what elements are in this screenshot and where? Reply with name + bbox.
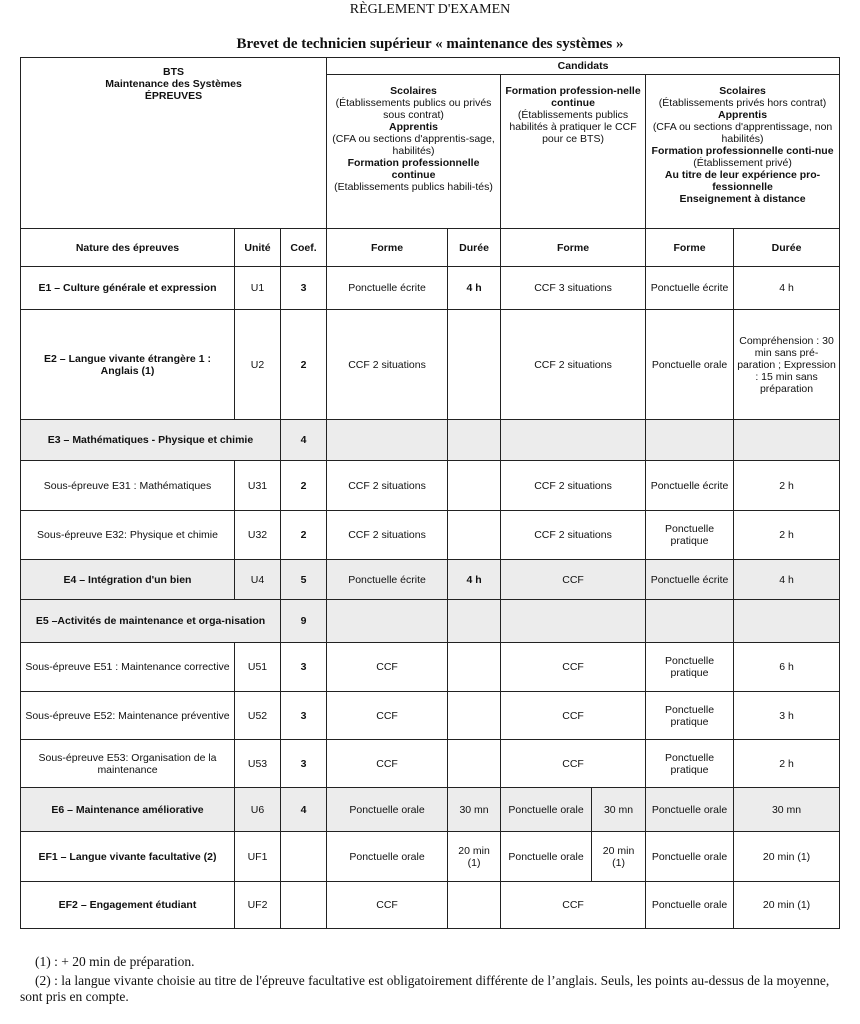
table-cell: 5 — [281, 560, 327, 600]
table-cell: E1 – Culture générale et expression — [21, 267, 235, 310]
col-forme-3: Forme — [646, 229, 734, 267]
header-text-line: Scolaires — [719, 85, 766, 97]
table-cell: Sous-épreuve E53: Organisation de la maintenance — [21, 740, 235, 788]
table-cell: Sous-épreuve E32: Physique et chimie — [21, 511, 235, 560]
candidate-category-1 — [327, 75, 501, 229]
table-row — [21, 267, 840, 310]
table-cell — [448, 692, 501, 740]
table-cell: Ponctuelle écrite — [646, 560, 734, 600]
candidats-header: Candidats — [327, 58, 840, 75]
table-cell: 3 — [281, 267, 327, 310]
table-cell: CCF 2 situations — [501, 511, 646, 560]
table-cell: U1 — [235, 267, 281, 310]
table-row — [21, 643, 840, 692]
table-cell: Sous-épreuve E31 : Mathématiques — [21, 461, 235, 511]
table-cell: U52 — [235, 692, 281, 740]
table-cell: 30 mn — [734, 788, 840, 832]
table-cell: 30 mn — [448, 788, 501, 832]
col-duree-1: Durée — [448, 229, 501, 267]
table-cell: Ponctuelle orale — [646, 788, 734, 832]
table-cell: 20 min (1) — [592, 832, 646, 882]
header-text-line: Apprentis — [718, 109, 768, 121]
table-cell: 2 h — [734, 511, 840, 560]
header-text-line: (CFA ou sections d'apprentis-sage, habilités) — [332, 133, 495, 157]
table-cell: Sous-épreuve E51 : Maintenance corrective — [21, 643, 235, 692]
table-cell: E6 – Maintenance améliorative — [21, 788, 235, 832]
table-cell — [281, 882, 327, 929]
epreuves-label: ÉPREUVES — [144, 90, 203, 102]
table-cell: Ponctuelle orale — [327, 832, 448, 882]
table-cell: CCF 2 situations — [327, 511, 448, 560]
footnote-2: (2) : la langue vivante choisie au titre de l'épreuve facultative est obligatoirement différente de l’anglais. Seuls, les points au-dessus de la moyenne, sont pris en compte. — [20, 973, 830, 1004]
table-cell: 3 — [281, 643, 327, 692]
table-cell: 20 min (1) — [734, 882, 840, 929]
table-row — [21, 788, 840, 832]
table-cell: Ponctuelle pratique — [646, 511, 734, 560]
table-cell — [448, 511, 501, 560]
table-row — [21, 511, 840, 560]
table-cell: EF1 – Langue vivante facultative (2) — [21, 832, 235, 882]
table-cell — [501, 420, 646, 461]
table-cell: E2 – Langue vivante étrangère 1 : Anglais (1) — [21, 310, 235, 420]
table-cell: Ponctuelle pratique — [646, 692, 734, 740]
col-duree-3: Durée — [734, 229, 840, 267]
table-row — [21, 692, 840, 740]
header-text-line: Scolaires — [390, 85, 437, 97]
table-cell — [448, 461, 501, 511]
table-cell: CCF — [501, 560, 646, 600]
table-cell: Ponctuelle pratique — [646, 643, 734, 692]
table-cell: 20 min (1) — [734, 832, 840, 882]
table-cell: 4 h — [448, 267, 501, 310]
table-cell: CCF — [327, 740, 448, 788]
header-text-line: (Etablissements publics habili-tés) — [334, 181, 493, 193]
table-cell: 3 h — [734, 692, 840, 740]
table-cell: Ponctuelle pratique — [646, 740, 734, 788]
table-cell — [327, 420, 448, 461]
table-cell: U51 — [235, 643, 281, 692]
table-cell — [281, 832, 327, 882]
table-cell: UF2 — [235, 882, 281, 929]
table-cell — [646, 600, 734, 643]
candidate-category-3 — [646, 75, 840, 229]
table-cell: 2 h — [734, 461, 840, 511]
table-cell: 30 mn — [592, 788, 646, 832]
table-cell: Ponctuelle écrite — [646, 267, 734, 310]
table-cell: U6 — [235, 788, 281, 832]
table-cell: 4 — [281, 788, 327, 832]
table-cell — [448, 420, 501, 461]
table-cell — [327, 600, 448, 643]
table-cell: Ponctuelle écrite — [646, 461, 734, 511]
table-cell: 2 — [281, 511, 327, 560]
table-cell: Ponctuelle écrite — [327, 560, 448, 600]
specialite-label: Maintenance des Systèmes — [105, 78, 242, 90]
col-unite: Unité — [235, 229, 281, 267]
header-text-line: (Établissement privé) — [693, 157, 792, 169]
table-cell: Ponctuelle orale — [646, 310, 734, 420]
table-cell: U53 — [235, 740, 281, 788]
col-coef: Coef. — [281, 229, 327, 267]
header-text-line: Au titre de leur expérience pro-fessionnelle — [664, 169, 821, 193]
table-cell: CCF — [327, 692, 448, 740]
table-cell: CCF 2 situations — [501, 310, 646, 420]
table-row — [21, 310, 840, 420]
table-cell — [501, 600, 646, 643]
header-text-line: (Établissements publics ou privés sous contrat) — [335, 97, 492, 121]
table-cell: CCF — [501, 882, 646, 929]
header-text-line: Formation professionnelle continue — [347, 157, 480, 181]
table-cell: 6 h — [734, 643, 840, 692]
table-cell: E3 – Mathématiques - Physique et chimie — [21, 420, 281, 461]
table-cell: U32 — [235, 511, 281, 560]
table-cell: 4 — [281, 420, 327, 461]
candidate-category-2 — [501, 75, 646, 229]
table-cell — [448, 600, 501, 643]
table-cell: 20 min (1) — [448, 832, 501, 882]
table-cell: Ponctuelle orale — [646, 882, 734, 929]
table-cell: 2 — [281, 310, 327, 420]
table-cell — [734, 420, 840, 461]
table-cell: CCF 2 situations — [327, 310, 448, 420]
header-text-line: Formation profession-nelle continue — [505, 85, 641, 109]
header-text-line: (Établissements privés hors contrat) — [658, 97, 827, 109]
header-text-line: (CFA ou sections d'apprentissage, non habilités) — [652, 121, 833, 145]
table-cell: EF2 – Engagement étudiant — [21, 882, 235, 929]
table-cell: 2 h — [734, 740, 840, 788]
table-cell: CCF — [501, 692, 646, 740]
table-cell: 3 — [281, 740, 327, 788]
table-cell: 4 h — [734, 267, 840, 310]
table-row — [21, 461, 840, 511]
footnote-1: (1) : + 20 min de préparation. — [35, 954, 195, 969]
table-cell: Ponctuelle orale — [501, 832, 592, 882]
table-row — [21, 600, 840, 643]
header-text-line: (Établissements publics habilités à pratiquer le CCF pour ce BTS) — [509, 109, 637, 145]
table-cell — [448, 310, 501, 420]
table-row — [21, 832, 840, 882]
col-forme-2: Forme — [501, 229, 646, 267]
table-row — [21, 882, 840, 929]
bts-label: BTS — [163, 66, 185, 78]
document-subtitle: Brevet de technicien supérieur « maintenance des systèmes » — [236, 36, 624, 52]
table-cell: Ponctuelle orale — [646, 832, 734, 882]
table-cell: UF1 — [235, 832, 281, 882]
table-cell: CCF — [501, 740, 646, 788]
table-cell: CCF 3 situations — [501, 267, 646, 310]
table-row — [21, 420, 840, 461]
table-cell: CCF — [327, 643, 448, 692]
table-cell — [448, 882, 501, 929]
document-title: RÈGLEMENT D'EXAMEN — [349, 2, 511, 17]
table-cell: Ponctuelle orale — [327, 788, 448, 832]
table-cell: U2 — [235, 310, 281, 420]
table-cell: CCF 2 situations — [501, 461, 646, 511]
table-cell: Ponctuelle orale — [501, 788, 592, 832]
table-cell: E5 –Activités de maintenance et orga-nisation — [21, 600, 281, 643]
col-forme-1: Forme — [327, 229, 448, 267]
table-cell: CCF — [327, 882, 448, 929]
table-row — [21, 740, 840, 788]
table-cell — [646, 420, 734, 461]
table-cell: CCF — [501, 643, 646, 692]
table-cell: 4 h — [734, 560, 840, 600]
col-nature: Nature des épreuves — [21, 229, 235, 267]
table-row — [21, 560, 840, 600]
table-cell: Compréhension : 30 min sans pré-paration ; Expression : 15 min sans préparation — [734, 310, 840, 420]
table-cell: CCF 2 situations — [327, 461, 448, 511]
table-cell — [448, 740, 501, 788]
bts-header-cell — [21, 58, 327, 229]
header-text-line: Formation professionnelle conti-nue — [651, 145, 834, 157]
table-cell: Sous-épreuve E52: Maintenance préventive — [21, 692, 235, 740]
header-text-line: Enseignement à distance — [679, 193, 806, 205]
table-cell: U31 — [235, 461, 281, 511]
table-cell: E4 – Intégration d'un bien — [21, 560, 235, 600]
table-cell: 2 — [281, 461, 327, 511]
table-cell — [734, 600, 840, 643]
table-cell: U4 — [235, 560, 281, 600]
table-cell: 3 — [281, 692, 327, 740]
table-cell: 9 — [281, 600, 327, 643]
header-text-line: Apprentis — [389, 121, 439, 133]
exam-regulation-table — [20, 57, 840, 929]
table-cell: 4 h — [448, 560, 501, 600]
table-cell — [448, 643, 501, 692]
table-cell: Ponctuelle écrite — [327, 267, 448, 310]
